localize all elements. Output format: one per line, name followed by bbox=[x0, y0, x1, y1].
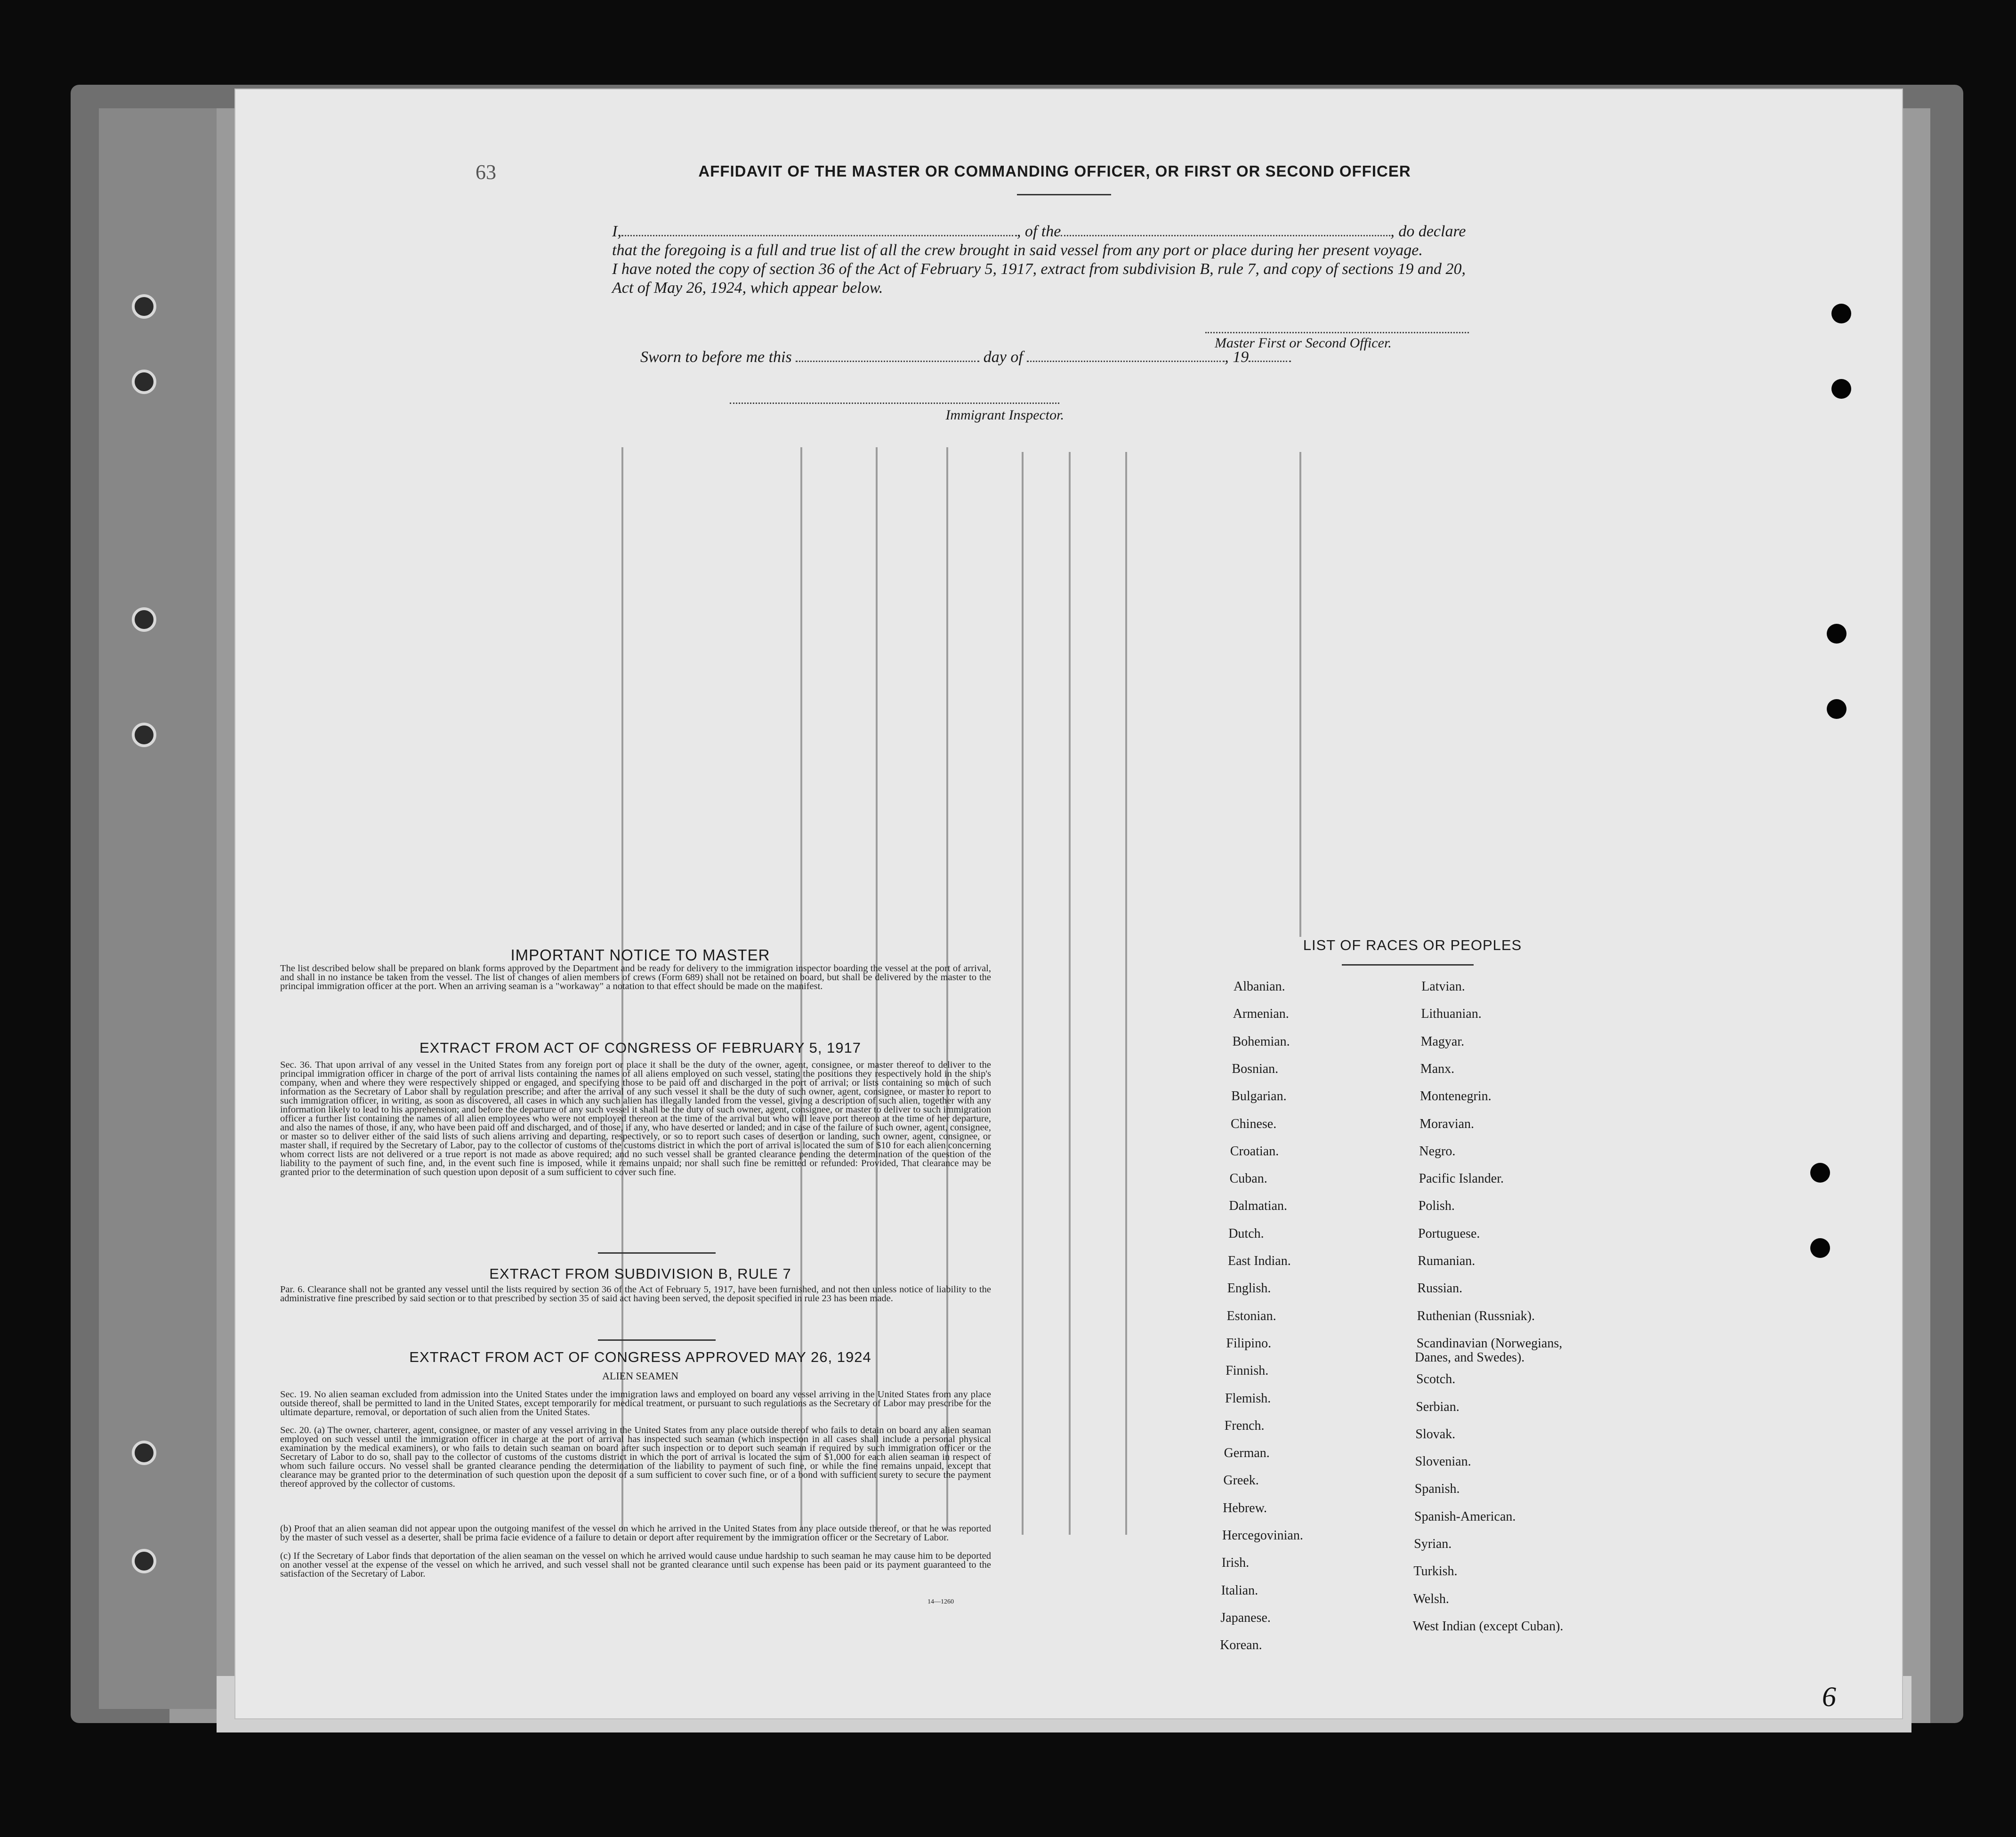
race-item: Estonian. bbox=[1226, 1309, 1276, 1323]
extract-1917-text: Sec. 36. That upon arrival of any vessel in the United States from any foreign port or place it shall be the duty of the owner, agent, consignee, or master thereof to deliver to the principal immigration officer in charge of the port of arrival lists containing the names of all aliens employed on such vessel, stating the positions they respectively hold in the ship's company, when and where they were respectively shipped or engaged, and specifying those to be paid off and discharged in the port of arrival; or lists containing so much of such information as the Secretary of Labor shall by regulation prescribe; and after the arrival of any such vessel it shall be the duty of such owner, agent, consignee, or master to report to such immigration officer, in writing, as soon as discovered, all cases in which any such alien has illegally landed from the vessel, giving a description of such alien, together with any information likely to lead to his apprehension; and before the departure of any such vessel it shall be the duty of such owner, agent, consignee, or master to deliver to such immigration officer a further list containing the names of all alien employees who were not employed thereon at the time of the arrival but who will leave port thereon at the time of her departure, and also the names of those, if any, who have been paid off and discharged, and of those, if any, who have deserted or landed; and in case of the failure of such owner, agent, consignee, or master so to deliver either of the said lists of such aliens arriving and departing, respectively, or so to report such cases of desertion or landing, such owner, agent, consignee, or master shall, if required by the Secretary of Labor, pay to the collector of customs of the customs district in which the port of arrival is located the sum of $10 for each alien concerning whom correct lists are not delivered or a true report is not made as above required; and no such vessel shall be granted clearance pending the determination of the question of the liability to the payment of such fine, and, in the event such fine is imposed, while it remains unpaid; nor shall such fine be remitted or refunded: Provided, That clearance may be granted prior to the determination of such question upon deposit of a sum sufficient to cover such fine. bbox=[280, 1060, 991, 1177]
race-item: Magyar. bbox=[1420, 1034, 1465, 1049]
race-item: Rumanian. bbox=[1418, 1254, 1476, 1268]
extract-1924-sec20b: (b) Proof that an alien seaman did not appear upon the outgoing manifest of the vessel on which he arrived in the United States from any place outside thereof, or that he was reported by the master of such vessel as a deserter, shall be prima facie evidence of a failure to detain or deport after requirement by the immigration officer or the Secretary of Labor. bbox=[280, 1523, 991, 1543]
page-mark: 63 bbox=[476, 161, 496, 184]
binding-hole bbox=[1827, 699, 1847, 719]
race-item: Danes, and Swedes). bbox=[1415, 1350, 1525, 1365]
affidavit-declare: , do declare bbox=[1390, 223, 1466, 240]
race-item: Flemish. bbox=[1225, 1391, 1271, 1406]
race-item: Turkish. bbox=[1413, 1564, 1458, 1579]
binder-strip bbox=[99, 108, 217, 1709]
race-item: Russian. bbox=[1417, 1281, 1463, 1296]
race-item: Negro. bbox=[1419, 1144, 1456, 1159]
race-item: Armenian. bbox=[1233, 1007, 1289, 1021]
binding-hole bbox=[1827, 624, 1847, 644]
extract-1924-sec20c: (c) If the Secretary of Labor finds that deportation of the alien seaman on the vessel on which he arrived would cause undue hardship to such seaman he may cause him to be deported on another vessel at the expense of the vessel on which he arrived, and such vessel shall not be granted clearance until such expense has been paid or its payment guaranteed to the satisfaction of the Secretary of Labor. bbox=[280, 1551, 991, 1579]
column-rule bbox=[1022, 452, 1024, 1535]
title-rule bbox=[1017, 194, 1111, 195]
race-item: Serbian. bbox=[1416, 1400, 1460, 1414]
year-blank bbox=[1249, 356, 1291, 362]
affidavit-line-2: that the foregoing is a full and true list of all the crew brought in said vessel from any port or place during her present voyage. bbox=[612, 242, 1423, 259]
punch-hole bbox=[132, 723, 156, 747]
race-item: Lithuanian. bbox=[1421, 1007, 1482, 1021]
punch-hole bbox=[132, 370, 156, 394]
race-item: Scandinavian (Norwegians, bbox=[1416, 1336, 1563, 1351]
race-item: Japanese. bbox=[1220, 1611, 1271, 1625]
punch-hole bbox=[132, 1549, 156, 1573]
race-item: Latvian. bbox=[1421, 979, 1465, 994]
handwritten-page-number: 6 bbox=[1822, 1681, 1836, 1712]
race-item: Slovenian. bbox=[1415, 1454, 1471, 1469]
race-item: French. bbox=[1224, 1418, 1265, 1433]
day-blank bbox=[796, 356, 979, 362]
sworn-before-label: Sworn to before me this bbox=[640, 348, 792, 366]
race-item: Italian. bbox=[1221, 1583, 1258, 1598]
race-item: Greek. bbox=[1223, 1473, 1259, 1488]
extract-1924-sec19: Sec. 19. No alien seaman excluded from admission into the United States under the immigration laws and employed on board any vessel arriving in the United States from any place outside thereof, shall be permitted to land in the United States, except temporarily for medical treatment, or pursuant to such regulations as the Secretary of Labor may prescribe for the ultimate departure, removal, or deportation of such alien from the United States. bbox=[280, 1389, 991, 1418]
column-rule bbox=[1299, 452, 1301, 937]
vessel-blank bbox=[1061, 230, 1390, 236]
race-item: Ruthenian (Russniak). bbox=[1417, 1309, 1535, 1323]
section-rule bbox=[598, 1252, 716, 1254]
punch-hole bbox=[132, 294, 156, 319]
race-item: Bosnian. bbox=[1232, 1062, 1279, 1076]
notice-title: IMPORTANT NOTICE TO MASTER bbox=[510, 946, 770, 964]
races-title: LIST OF RACES OR PEOPLES bbox=[1303, 937, 1522, 953]
race-item: Chinese. bbox=[1231, 1117, 1277, 1131]
extract-rule7-text: Par. 6. Clearance shall not be granted any vessel until the lists required by section 36 of the Act of February 5, 1917, have been furnished, and not then unless notice of liability to the administrative fine prescribed by said section or to that prescribed by section 35 of said act having been served, the deposit specified in rule 23 has been made. bbox=[280, 1284, 991, 1304]
races-rule bbox=[1342, 964, 1474, 966]
master-signature-label: Master First or Second Officer. bbox=[1215, 335, 1392, 351]
binding-hole bbox=[1810, 1163, 1830, 1183]
affidavit-line-3: I have noted the copy of section 36 of the Act of February 5, 1917, extract from subdivision B, rule 7, and copy of sections 19 and 20, bbox=[612, 260, 1466, 278]
race-item: Manx. bbox=[1420, 1062, 1455, 1076]
race-item: Hercegovinian. bbox=[1222, 1528, 1303, 1543]
sworn-line bbox=[640, 348, 1309, 366]
race-item: Korean. bbox=[1220, 1638, 1262, 1652]
affidavit-i: I, bbox=[612, 223, 621, 240]
form-number: 14—1260 bbox=[927, 1598, 954, 1605]
alien-seamen-subtitle: ALIEN SEAMEN bbox=[602, 1370, 678, 1382]
race-item: Bohemian. bbox=[1232, 1034, 1290, 1049]
binding-hole bbox=[1831, 379, 1851, 399]
race-item: Syrian. bbox=[1414, 1537, 1452, 1551]
race-item: Irish. bbox=[1221, 1555, 1250, 1570]
extract-1917-title: EXTRACT FROM ACT OF CONGRESS OF FEBRUARY 5, 1917 bbox=[419, 1039, 862, 1056]
master-signature-line bbox=[1205, 332, 1469, 334]
affidavit-line-4: Act of May 26, 1924, which appear below. bbox=[612, 279, 883, 297]
inspector-signature-line bbox=[730, 403, 1059, 405]
day-of-label: day of bbox=[983, 348, 1023, 366]
affidavit-title: AFFIDAVIT OF THE MASTER OR COMMANDING OFFICER, OR FIRST OR SECOND OFFICER bbox=[698, 162, 1411, 180]
extract-rule7-title: EXTRACT FROM SUBDIVISION B, RULE 7 bbox=[489, 1265, 791, 1282]
race-item: Albanian. bbox=[1234, 979, 1285, 994]
race-item: Dutch. bbox=[1228, 1226, 1264, 1241]
race-item: Spanish. bbox=[1414, 1482, 1460, 1496]
race-item: Polish. bbox=[1418, 1199, 1455, 1213]
punch-hole bbox=[132, 607, 156, 632]
race-item: Welsh. bbox=[1413, 1592, 1449, 1606]
race-item: Portuguese. bbox=[1418, 1226, 1480, 1241]
binding-hole bbox=[1831, 304, 1851, 323]
affidavit-of-the: , of the bbox=[1016, 223, 1061, 240]
month-blank bbox=[1027, 356, 1225, 362]
race-item: East Indian. bbox=[1228, 1254, 1291, 1268]
race-item: Scotch. bbox=[1416, 1372, 1456, 1386]
extract-1924-title: EXTRACT FROM ACT OF CONGRESS APPROVED MAY 26, 1924 bbox=[409, 1349, 871, 1365]
race-item: Montenegrin. bbox=[1420, 1089, 1492, 1104]
race-item: English. bbox=[1227, 1281, 1271, 1296]
column-rule bbox=[1069, 452, 1071, 1535]
section-rule bbox=[598, 1339, 716, 1341]
binding-hole bbox=[1810, 1238, 1830, 1258]
race-item: Bulgarian. bbox=[1231, 1089, 1287, 1104]
race-item: Finnish. bbox=[1226, 1363, 1269, 1378]
punch-hole bbox=[132, 1441, 156, 1465]
race-item: German. bbox=[1224, 1446, 1270, 1460]
race-item: Spanish-American. bbox=[1414, 1509, 1516, 1524]
year-prefix: , 19 bbox=[1225, 348, 1249, 366]
notice-text: The list described below shall be prepared on blank forms approved by the Department and be ready for delivery to the immigration inspector boarding the vessel at the port of arrival, and shall in no instance be taken from the vessel. The list of changes of alien members of crews (Form 689) shall not be retained on board, but shall be delivered by the master to the principal immigration officer at the port. When an arriving seaman is a "workaway" a notation to that effect should be made on the manifest. bbox=[280, 963, 991, 991]
race-item: Slovak. bbox=[1415, 1427, 1456, 1442]
race-item: Dalmatian. bbox=[1229, 1199, 1288, 1213]
race-item: Moravian. bbox=[1419, 1117, 1475, 1131]
affidavit-line-1 bbox=[612, 221, 1530, 242]
race-item: Croatian. bbox=[1230, 1144, 1279, 1159]
race-item: Cuban. bbox=[1229, 1171, 1267, 1186]
race-item: Pacific Islander. bbox=[1419, 1171, 1504, 1186]
name-blank bbox=[621, 230, 1017, 236]
inspector-label: Immigrant Inspector. bbox=[945, 407, 1064, 423]
column-rule bbox=[1125, 452, 1127, 1535]
race-item: West Indian (except Cuban). bbox=[1412, 1619, 1564, 1634]
extract-1924-sec20a: Sec. 20. (a) The owner, charterer, agent, consignee, or master of any vessel arriving in the United States from any place outside thereof who fails to detain on board any alien seaman employed on such vessel until the immigration officer in charge at the port of arrival has inspected such seaman (which inspection in all cases shall include a personal physical examination by the medical examiners), or who fails to detain such seaman on board after such inspection or to deport such seaman if required by such immigration officer or the Secretary of Labor to do so, shall pay to the collector of customs of the customs district in which the port of arrival is located the sum of $1,000 for each alien seaman in respect of whom such failure occurs. No vessel shall be granted clearance pending the determination of the liability to payment of such fine, or while the fine remains unpaid, except that clearance may be granted prior to the determination of such question upon the deposit of a sum sufficient to cover such fine, or of a bond with sufficient surety to secure the payment thereof approved by the collector of customs. bbox=[280, 1425, 991, 1489]
race-item: Filipino. bbox=[1226, 1336, 1272, 1351]
race-item: Hebrew. bbox=[1223, 1501, 1267, 1515]
